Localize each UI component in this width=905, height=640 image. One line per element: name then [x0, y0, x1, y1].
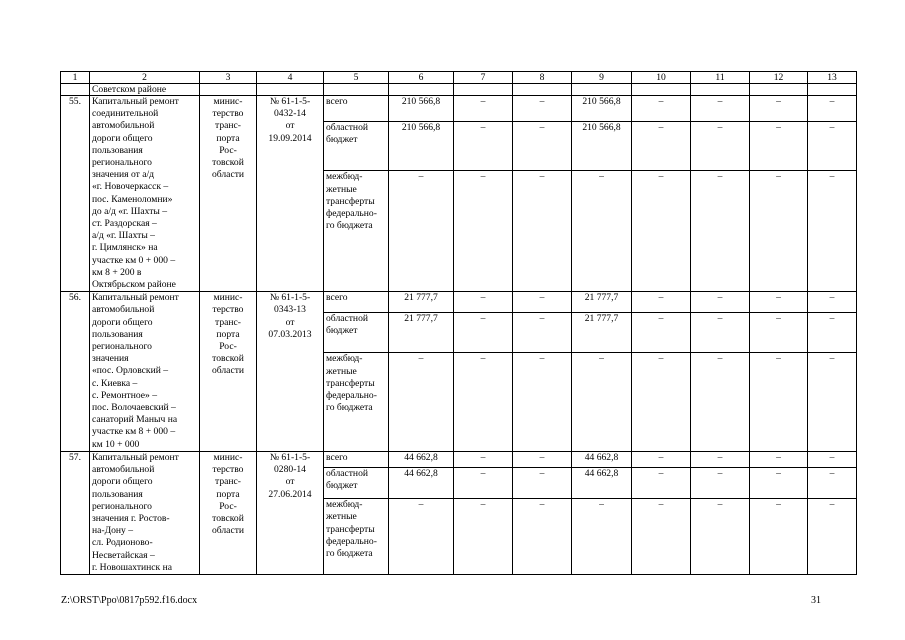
- value-cell: 210 566,8: [389, 96, 454, 122]
- value-cell: 44 662,8: [389, 451, 454, 467]
- value-cell: –: [513, 171, 572, 292]
- empty-cell: [454, 84, 513, 96]
- empty-cell: [513, 84, 572, 96]
- value-cell: –: [691, 121, 750, 171]
- funding-source: всего: [324, 96, 389, 122]
- empty-cell: [389, 84, 454, 96]
- value-cell: –: [513, 451, 572, 467]
- document-cell: № 61-1-5- 0280-14 от 27.06.2014: [257, 451, 324, 574]
- value-cell: 210 566,8: [572, 96, 632, 122]
- header-cell: 1: [61, 72, 90, 84]
- value-cell: –: [454, 353, 513, 451]
- funding-source: всего: [324, 451, 389, 467]
- empty-cell: [61, 84, 90, 96]
- value-cell: –: [632, 499, 691, 575]
- value-cell: –: [691, 96, 750, 122]
- value-cell: –: [808, 468, 857, 499]
- value-cell: –: [632, 171, 691, 292]
- funding-source: межбюд- жетные трансферты федерально- го бюджета: [324, 353, 389, 451]
- value-cell: –: [513, 468, 572, 499]
- value-cell: –: [691, 292, 750, 313]
- table-row: [61, 96, 857, 122]
- header-cell: 12: [750, 72, 808, 84]
- table-row: [61, 292, 857, 313]
- value-cell: 44 662,8: [572, 468, 632, 499]
- funding-source: областной бюджет: [324, 468, 389, 499]
- value-cell: –: [632, 468, 691, 499]
- header-cell: 7: [454, 72, 513, 84]
- object-name: Капитальный ремонт автомобильной дороги общего пользования регионального значения г. Ростов- на-Дону – сл. Родионово- Несветайская – г. Новошахтинск на: [90, 451, 200, 574]
- value-cell: 21 777,7: [389, 292, 454, 313]
- value-cell: –: [750, 292, 808, 313]
- header-cell: 6: [389, 72, 454, 84]
- value-cell: –: [691, 499, 750, 575]
- funding-source: всего: [324, 292, 389, 313]
- header-cell: 4: [257, 72, 324, 84]
- value-cell: –: [632, 313, 691, 353]
- footer-file-path: Z:\ORST\Ppo\0817p592.f16.docx: [61, 595, 198, 606]
- value-cell: –: [750, 121, 808, 171]
- header-cell: 3: [200, 72, 257, 84]
- value-cell: –: [808, 292, 857, 313]
- value-cell: –: [513, 499, 572, 575]
- value-cell: –: [632, 96, 691, 122]
- document-cell: № 61-1-5- 0432-14 от 19.09.2014: [257, 96, 324, 292]
- value-cell: –: [572, 353, 632, 451]
- value-cell: –: [691, 353, 750, 451]
- value-cell: –: [454, 468, 513, 499]
- empty-cell: [257, 84, 324, 96]
- value-cell: –: [750, 171, 808, 292]
- empty-cell: [632, 84, 691, 96]
- document-cell: № 61-1-5- 0343-13 от 07.03.2013: [257, 292, 324, 452]
- object-name: Капитальный ремонт автомобильной дороги общего пользования регионального значения «пос. Орловский – с. Киевка – с. Ремонтное» – пос. Волочаевский – санаторий Маныч на участке км 8 + 000 – км 10 + 000: [90, 292, 200, 452]
- value-cell: –: [513, 96, 572, 122]
- value-cell: –: [632, 353, 691, 451]
- value-cell: –: [632, 292, 691, 313]
- header-cell: 9: [572, 72, 632, 84]
- value-cell: 44 662,8: [572, 451, 632, 467]
- empty-cell: [572, 84, 632, 96]
- header-cell: 2: [90, 72, 200, 84]
- value-cell: –: [691, 313, 750, 353]
- ministry-cell: минис- терство транс- порта Рос- товской области: [200, 292, 257, 452]
- value-cell: –: [513, 292, 572, 313]
- value-cell: 21 777,7: [572, 313, 632, 353]
- value-cell: –: [750, 468, 808, 499]
- empty-cell: [324, 84, 389, 96]
- empty-cell: [750, 84, 808, 96]
- value-cell: –: [572, 171, 632, 292]
- header-cell: 11: [691, 72, 750, 84]
- row-number: 56.: [61, 292, 90, 452]
- value-cell: –: [808, 313, 857, 353]
- value-cell: –: [389, 353, 454, 451]
- value-cell: –: [454, 292, 513, 313]
- empty-cell: [691, 84, 750, 96]
- value-cell: –: [454, 171, 513, 292]
- continuation-text: Советском районе: [90, 84, 200, 96]
- value-cell: –: [808, 451, 857, 467]
- value-cell: –: [808, 171, 857, 292]
- value-cell: 44 662,8: [389, 468, 454, 499]
- value-cell: –: [632, 121, 691, 171]
- funding-source: межбюд- жетные трансферты федерально- го бюджета: [324, 499, 389, 575]
- empty-cell: [808, 84, 857, 96]
- empty-cell: [200, 84, 257, 96]
- object-name: Капитальный ремонт соединительной автомобильной дороги общего пользования регионального значения от а/д «г. Новочеркасск – пос. Каменоломни» до а/д «г. Шахты – ст. Раздорская – а/д «г. Шахты – г. Цимлянск» на участке км 0 + 000 – км 8 + 200 в Октябрьском районе: [90, 96, 200, 292]
- value-cell: –: [513, 121, 572, 171]
- value-cell: –: [691, 468, 750, 499]
- value-cell: –: [750, 96, 808, 122]
- header-row: [61, 72, 857, 84]
- value-cell: –: [454, 451, 513, 467]
- value-cell: –: [513, 353, 572, 451]
- header-cell: 10: [632, 72, 691, 84]
- header-cell: 5: [324, 72, 389, 84]
- value-cell: –: [750, 353, 808, 451]
- value-cell: –: [454, 313, 513, 353]
- value-cell: –: [389, 499, 454, 575]
- continuation-row: [61, 84, 857, 96]
- value-cell: –: [389, 171, 454, 292]
- value-cell: –: [632, 451, 691, 467]
- value-cell: –: [691, 171, 750, 292]
- value-cell: –: [808, 121, 857, 171]
- funding-source: межбюд- жетные трансферты федерально- го бюджета: [324, 171, 389, 292]
- value-cell: 21 777,7: [389, 313, 454, 353]
- value-cell: –: [691, 451, 750, 467]
- ministry-cell: минис- терство транс- порта Рос- товской области: [200, 451, 257, 574]
- table-row: [61, 451, 857, 467]
- value-cell: –: [750, 313, 808, 353]
- ministry-cell: минис- терство транс- порта Рос- товской области: [200, 96, 257, 292]
- header-cell: 13: [808, 72, 857, 84]
- value-cell: –: [808, 353, 857, 451]
- value-cell: –: [808, 499, 857, 575]
- value-cell: –: [454, 96, 513, 122]
- value-cell: –: [572, 499, 632, 575]
- row-number: 57.: [61, 451, 90, 574]
- header-cell: 8: [513, 72, 572, 84]
- page-number: 31: [811, 595, 821, 606]
- value-cell: –: [454, 121, 513, 171]
- value-cell: 210 566,8: [572, 121, 632, 171]
- funding-source: областной бюджет: [324, 313, 389, 353]
- value-cell: 21 777,7: [572, 292, 632, 313]
- value-cell: –: [513, 313, 572, 353]
- value-cell: 210 566,8: [389, 121, 454, 171]
- budget-table: [60, 71, 857, 575]
- value-cell: –: [750, 499, 808, 575]
- value-cell: –: [808, 96, 857, 122]
- value-cell: –: [454, 499, 513, 575]
- funding-source: областной бюджет: [324, 121, 389, 171]
- row-number: 55.: [61, 96, 90, 292]
- value-cell: –: [750, 451, 808, 467]
